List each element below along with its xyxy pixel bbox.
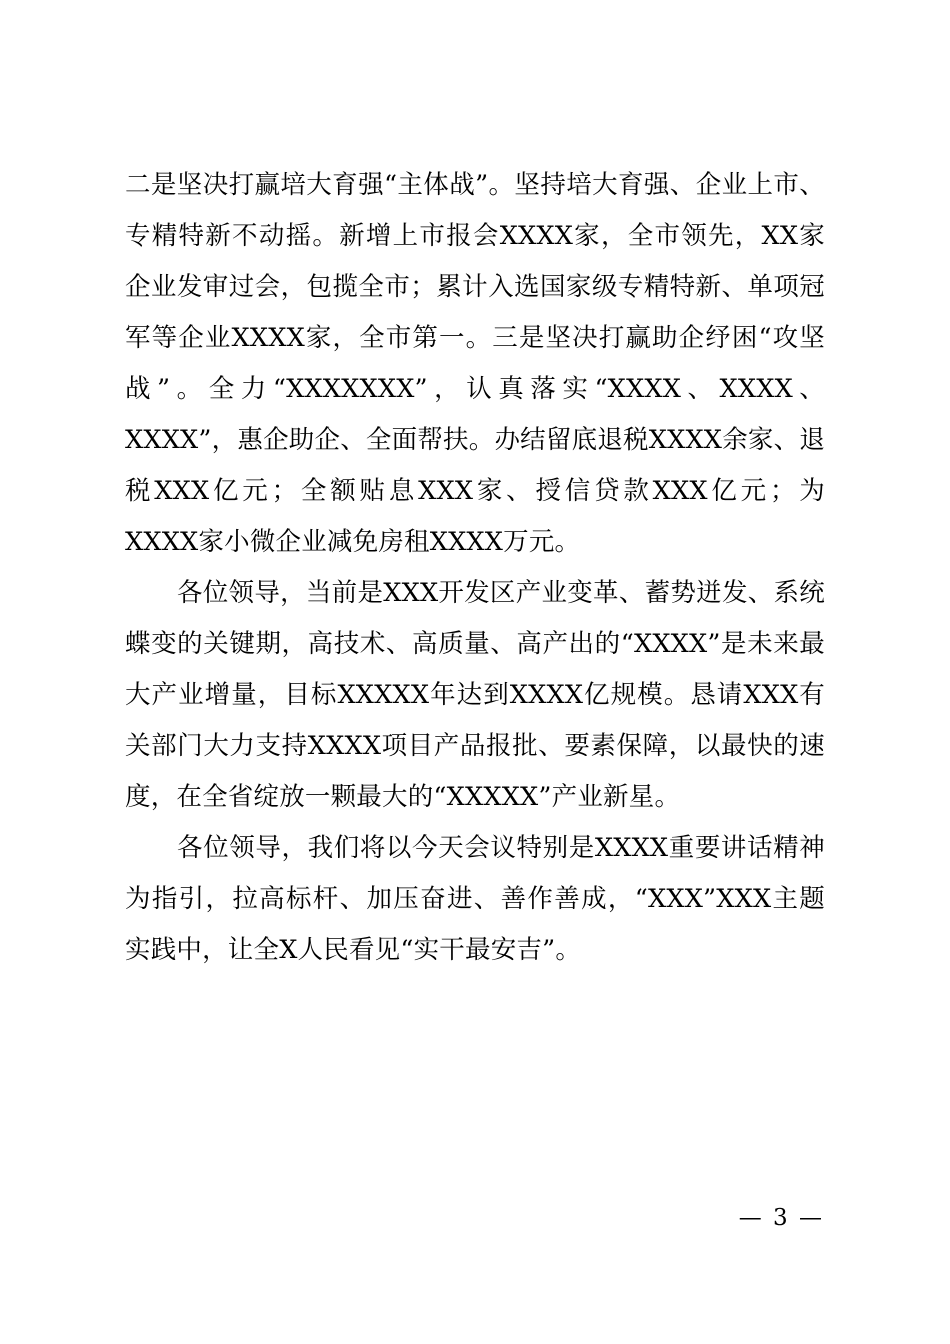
paragraph-2: 各位领导，当前是XXX开发区产业变革、蓄势迸发、系统蝶变的关键期，高技术、高质量、高产出的“XXXX”是未来最大产业增量，目标XXXXX年达到XXXX亿规模。恳请XXX有关部门大力支持XXXX项目产品报批、要素保障，以最快的速度，在全省绽放一颗最大的“XXXXX”产业新星。 [125, 578, 825, 812]
paragraph-1: 二是坚决打赢培大育强“主体战”。坚持培大育强、企业上市、专精特新不动摇。新增上市报会XXXX家，全市领先，XX家企业发审过会，包揽全市；累计入选国家级专精特新、单项冠军等企业XXXX家，全市第一。三是坚决打赢助企纾困“攻坚战”。全力“XXXXXXX”，认真落实“XXXX、XXXX、XXXX”，惠企助企、全面帮扶。办结留底退税XXXX余家、退税XXX亿元；全额贴息XXX家、授信贷款XXX亿元；为XXXX家小微企业减免房租XXXX万元。 [125, 170, 825, 557]
paragraph-3: 各位领导，我们将以今天会议特别是XXXX重要讲话精神为指引，拉高标杆、加压奋进、善作善成，“XXX”XXX主题实践中，让全X人民看见“实干最安吉”。 [125, 833, 825, 965]
page-number: — 3 — [738, 1205, 824, 1231]
document-body [125, 160, 825, 976]
